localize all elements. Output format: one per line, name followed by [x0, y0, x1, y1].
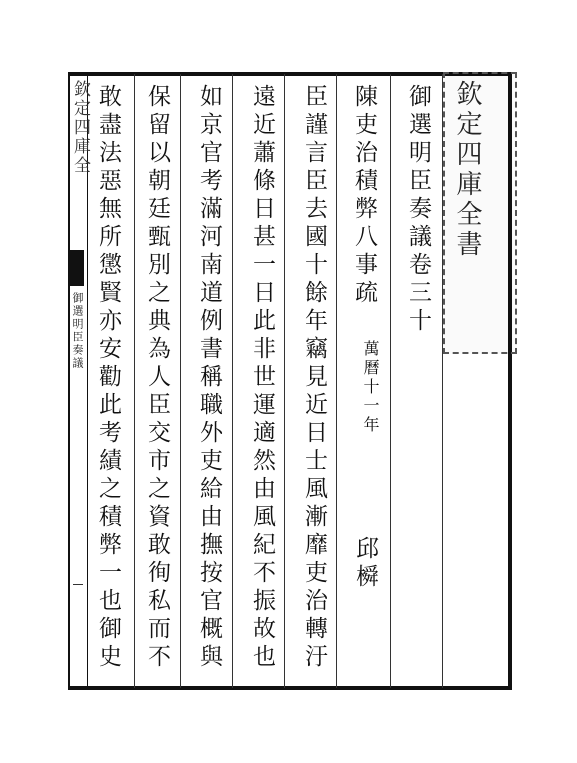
book-title: 御選明臣奏議卷三十: [405, 84, 431, 336]
column-rule: [284, 74, 285, 688]
column-rule: [180, 74, 181, 688]
body-column: 遠近蕭條日甚一日此非世運適然由風紀不振故也: [249, 84, 275, 672]
body-column: 如京官考滿河南道例書稱職外吏給由撫按官概與: [196, 84, 222, 672]
margin-tick: [73, 584, 83, 585]
date-note: 萬曆十一年: [361, 340, 380, 435]
body-column: 臣謹言臣去國十餘年竊見近日士風漸靡吏治轉汙: [301, 84, 327, 672]
binding-mark: [70, 250, 84, 286]
column-rule: [134, 74, 135, 688]
column-rule: [232, 74, 233, 688]
column-rule: [390, 74, 391, 688]
seal-text: 欽定四庫全書: [452, 80, 482, 260]
column-rule: [336, 74, 337, 688]
margin-label: 御選明臣奏議: [71, 292, 84, 370]
binding-strip-text: 欽定四庫全: [70, 80, 90, 175]
body-column: 保留以朝廷甄別之典為人臣交市之資敢徇私而不: [144, 84, 170, 672]
author-name: 邱橓: [352, 536, 378, 592]
body-column: 敢盡法惡無所懲賢亦安勸此考績之積弊一也御史: [95, 84, 121, 672]
memorial-title: 陳吏治積弊八事疏: [351, 84, 377, 308]
